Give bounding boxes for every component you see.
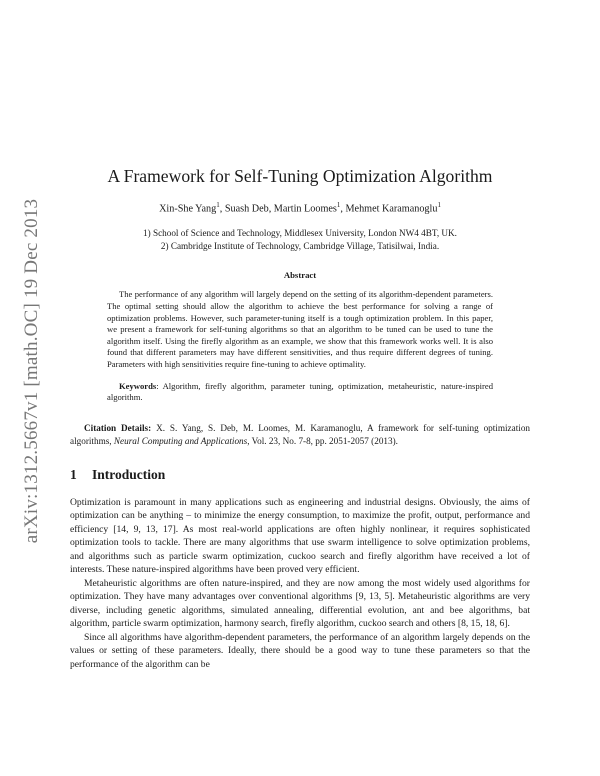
affiliation-line: 1) School of Science and Technology, Middlesex University, London NW4 4BT, UK. (143, 228, 457, 239)
citation-label: Citation Details: (84, 422, 152, 433)
abstract-heading: Abstract (283, 270, 317, 281)
author-affiliation-mark: 1 (336, 201, 341, 209)
citation-details (70, 422, 530, 448)
body-paragraph: Since all algorithms have algorithm-dependent parameters, the performance of an algorithm largely depends on the values or setting of these parameters. Ideally, there should be a good way to tune these parameters so that the performance of the algorithm can be (70, 631, 530, 670)
author-list: Xin-She Yang$^1$, Suash Deb, Martin Loomes$^1$, Mehmet Karamanoglu$^1$ (159, 201, 441, 215)
affiliation-line: 2) Cambridge Institute of Technology, Cambridge Village, Tatisilwai, India. (160, 241, 440, 252)
body-paragraph: Metaheuristic algorithms are often nature-inspired, and they are now among the most widely used algorithms for optimization. They have many advantages over conventional algorithms [9, 13, 5]. Metaheuristic algorithms are very diverse, including genetic algorithms, simulated annealing, differential evolution, ant and bee algorithms, bat algorithm, particle swarm optimization, harmony search, firefly algorithm, cuckoo search and others [8, 15, 18, 6]. (70, 577, 530, 630)
author-name: Martin Loomes (273, 203, 337, 215)
author-name: Xin-She Yang (159, 203, 217, 215)
paper-title: A Framework for Self-Tuning Optimization Algorithm (107, 166, 493, 186)
section-title: Introduction (92, 466, 166, 482)
body-paragraph: Optimization is paramount in many applications such as engineering and industrial designs. Obviously, the aims of optimization can be anything – to minimize the energy consumption, to maximize the profit, output, performance and efficiency [14, 9, 13, 17]. As most real-world applications are often highly nonlinear, it requires sophisticated optimization tools to tackle. There are many algorithms that use swarm intelligence to solve optimization problems, and algorithms such as particle swarm optimization, cuckoo search and firefly algorithm have received a lot of interests. These nature-inspired algorithms have been proved very efficient. (70, 496, 530, 576)
affiliations (70, 227, 530, 253)
arxiv-identifier-stamp (18, 178, 46, 564)
author-affiliation-mark: 1 (437, 201, 441, 209)
keywords-label: Keywords (119, 380, 157, 391)
arxiv-identifier-text: arXiv:1312.5667v1 [math.OC] 19 Dec 2013 (21, 198, 42, 544)
citation-text: X. S. Yang, S. Deb, M. Loomes, M. Karamanoglu, A framework for self-tuning optimization algorithms, (70, 422, 531, 446)
section-heading (70, 467, 530, 483)
author-affiliation-mark: 1 (216, 201, 220, 209)
section-number: 1 (70, 466, 77, 482)
keywords (107, 381, 493, 404)
author-name: Suash Deb (224, 203, 269, 215)
author-name: Mehmet Karamanoglu (345, 203, 438, 215)
abstract-body: The performance of any algorithm will largely depend on the setting of its algorithm-dependent parameters. The optimal setting should allow the algorithm to achieve the best performance for solving a range of optimization problems. However, such parameter-tuning itself is a tough optimization problem. In this paper, we present a framework for self-tuning algorithms so that an algorithm to be tuned can be used to tune the algorithm itself. Using the firefly algorithm as an example, we show that this framework works well. It is also found that different parameters may have different sensitivities, and thus require different degrees of tuning. Parameters with high sensitivities require fine-tuning to achieve optimality. (107, 289, 493, 369)
citation-text-end: , Vol. 23, No. 7-8, pp. 2051-2057 (2013). (247, 435, 398, 446)
paper-first-page (70, 160, 530, 671)
citation-journal: Neural Computing and Applications (113, 435, 248, 446)
keywords-text: : Algorithm, firefly algorithm, parameter tuning, optimization, metaheuristic, nature-inspired algorithm. (107, 380, 493, 403)
